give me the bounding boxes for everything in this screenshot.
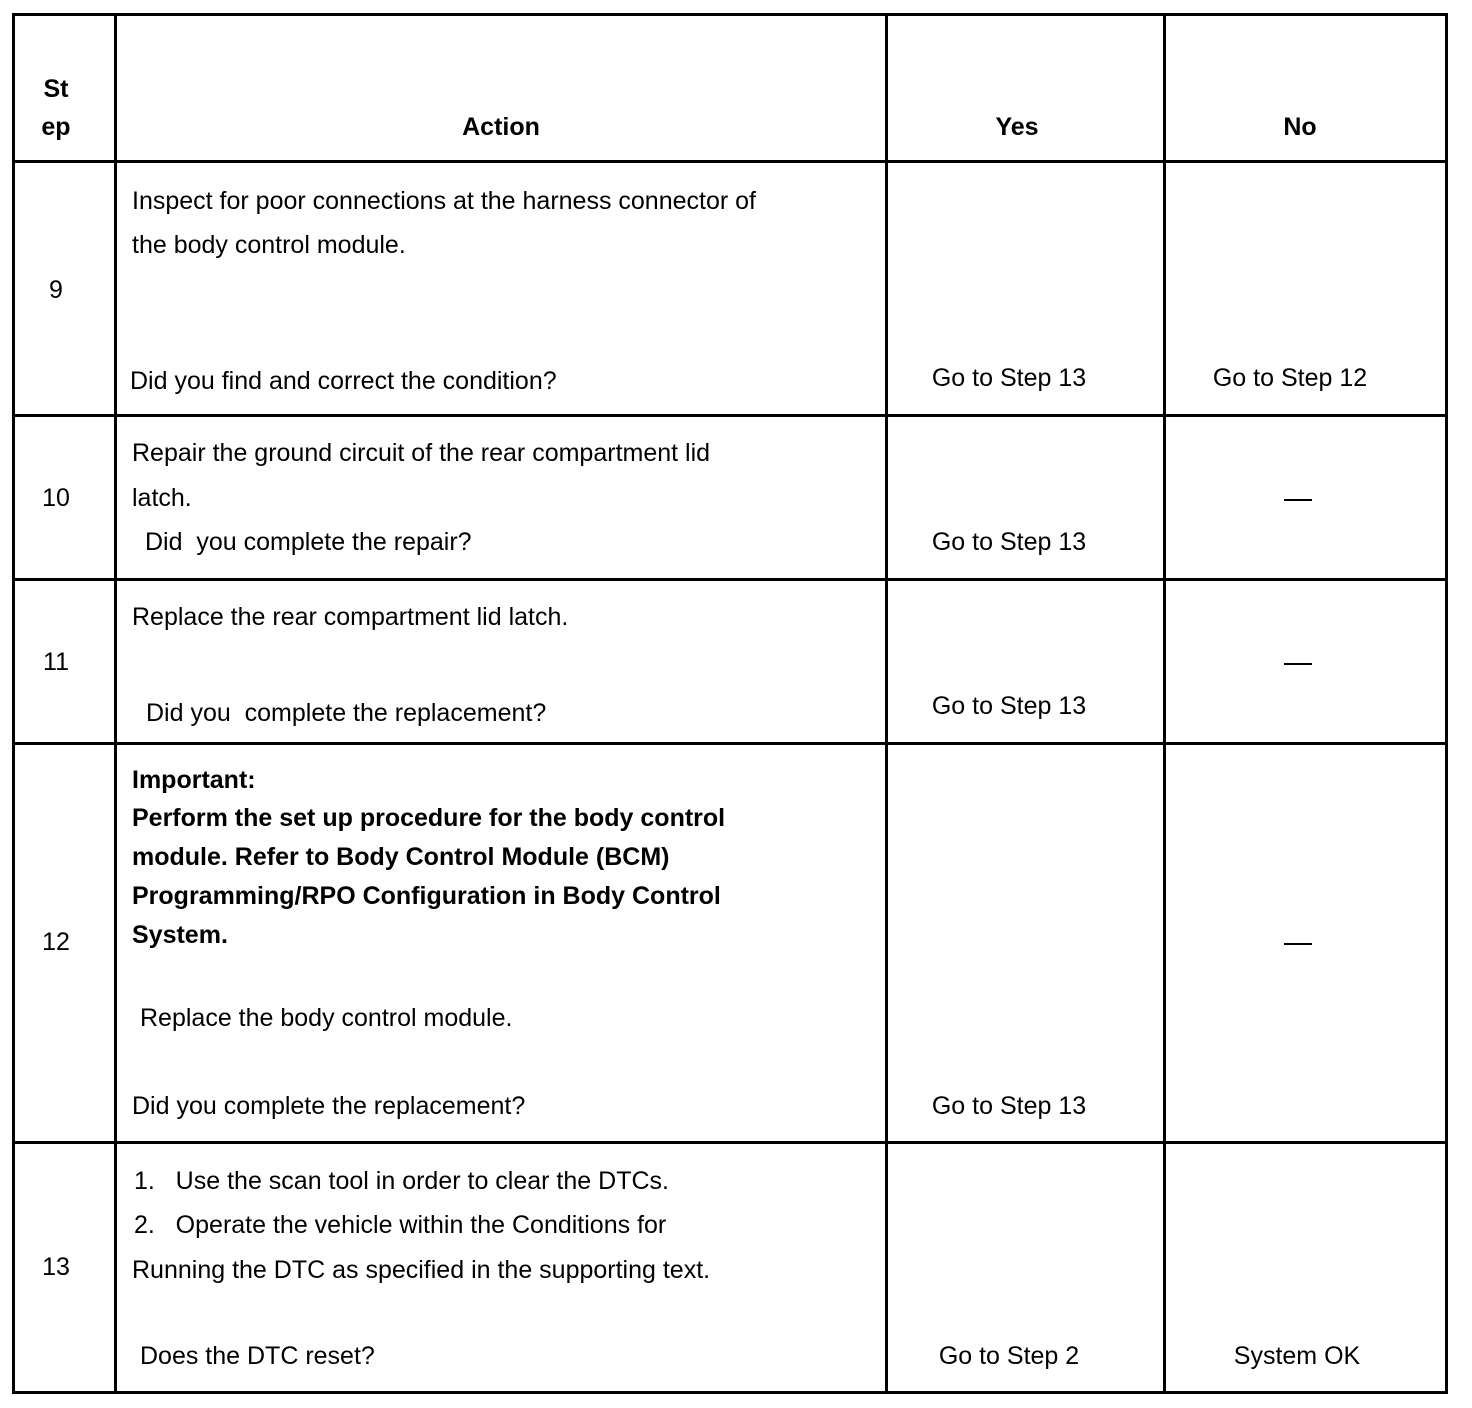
important-text: module. Refer to Body Control Module (BCM) [132,843,670,871]
row-divider [12,414,1448,417]
action-text: Inspect for poor connections at the harness connector of [132,187,756,215]
header-step-line2: ep [41,113,71,141]
yes-result: Go to Step 13 [931,692,1087,720]
action-text: Repair the ground circuit of the rear compartment lid [132,439,711,467]
action-text: Replace the body control module. [140,1004,513,1032]
important-text: Perform the set up procedure for the body control [132,804,726,832]
no-result-dash [1284,943,1312,945]
action-question: Does the DTC reset? [140,1342,375,1370]
action-text: the body control module. [132,231,406,259]
header-divider [12,160,1448,163]
row-divider [12,1141,1448,1144]
header-action: Action [462,113,540,141]
step-number: 9 [49,276,63,304]
header-no: No [1283,113,1317,141]
yes-result: Go to Step 13 [931,364,1087,392]
step-number: 13 [42,1253,70,1281]
action-text: latch. [132,484,192,512]
no-result: System OK [1233,1342,1361,1370]
row-divider [12,742,1448,745]
no-result-dash [1284,499,1312,501]
important-label: Important: [132,766,256,794]
table-border-left [12,13,15,1394]
header-step-line1: St [43,75,69,103]
no-result: Go to Step 12 [1212,364,1368,392]
no-result-dash [1284,663,1312,665]
action-question: Did you complete the replacement? [132,1092,526,1120]
step-number: 11 [43,648,69,676]
step-number: 12 [42,928,70,956]
diagnostic-table [12,13,1448,1394]
table-border-bottom [12,1391,1448,1394]
action-question: Did you find and correct the condition? [130,367,557,395]
action-question: Did you complete the repair? [145,528,472,556]
yes-result: Go to Step 13 [931,528,1087,556]
action-text: Replace the rear compartment lid latch. [132,603,569,631]
action-list-item: 2. Operate the vehicle within the Conditions for [134,1211,667,1239]
header-yes: Yes [995,113,1039,141]
yes-result: Go to Step 2 [938,1342,1080,1370]
action-question: Did you complete the replacement? [146,699,547,727]
action-list-item: 1. Use the scan tool in order to clear the DTCs. [134,1167,669,1195]
table-border-top [12,13,1448,16]
important-text: System. [132,921,228,949]
table-border-right [1445,13,1448,1394]
important-text: Programming/RPO Configuration in Body Control [132,882,721,910]
column-divider [114,13,117,1394]
yes-result: Go to Step 13 [931,1092,1087,1120]
action-text: Running the DTC as specified in the supporting text. [132,1256,711,1284]
step-number: 10 [42,484,70,512]
column-divider [1163,13,1166,1394]
row-divider [12,578,1448,581]
